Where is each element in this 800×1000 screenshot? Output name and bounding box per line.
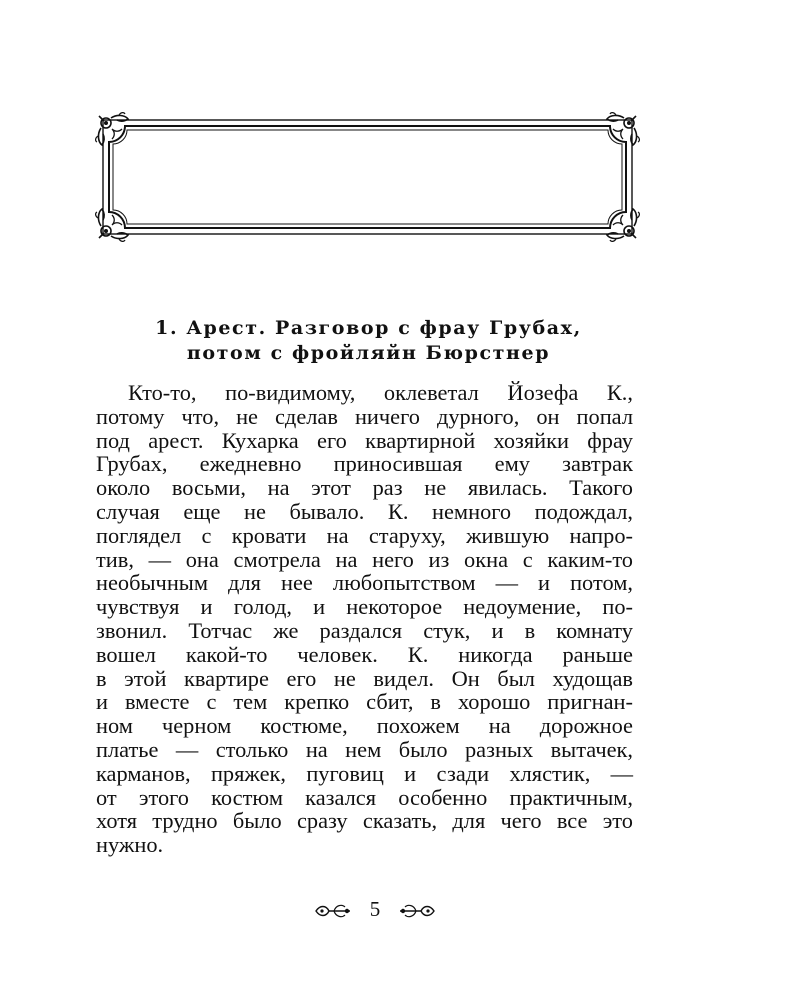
text-line: тив, — она смотрела на него из окна с каким-то — [96, 546, 633, 572]
page-number: 5 — [369, 897, 381, 921]
text-line: потому что, не сделав ничего дурного, он попал — [96, 403, 633, 429]
chapter-title — [96, 316, 641, 366]
text-line: нужно. — [96, 832, 164, 858]
text-line: Грубах, ежедневно приносившая ему завтрак — [96, 451, 633, 477]
text-line: звонил. Тотчас же раздался стук, и в комнату — [96, 617, 633, 643]
text-line: около восьми, на этот раз не явилась. Такого — [96, 475, 633, 501]
text-line: чувствуя и голод, и некоторое недоумение, по- — [96, 594, 633, 620]
body-paragraph — [96, 381, 633, 857]
text-line: в этой квартире его не видел. Он был худощав — [96, 665, 633, 691]
text-line: платье — столько на нем было разных вытачек, — [96, 736, 633, 762]
text-line: от этого костюм казался особенно практичным, — [96, 784, 633, 810]
text-line: карманов, пряжек, пуговиц и сзади хлястик, — — [96, 760, 633, 786]
text-line: вошел какой-то человек. К. никогда раньше — [96, 641, 633, 667]
decorative-header-frame — [95, 112, 640, 242]
chapter-title-line-1: 1. Арест. Разговор с фрау Грубах, — [155, 317, 582, 339]
text-line: случая еще не бывало. К. немного подождал, — [96, 498, 633, 524]
page-footer — [310, 896, 440, 926]
text-line: под арест. Кухарка его квартирной хозяйки фрау — [96, 427, 633, 453]
text-line: и вместе с тем крепко сбит, в хорошо пригнан- — [96, 689, 633, 715]
chapter-title-line-2: потом с фройляйн Бюрстнер — [186, 342, 551, 364]
text-line: Кто-то, по-видимому, оклеветал Йозефа К., — [128, 380, 633, 405]
ornamental-border — [95, 112, 640, 242]
text-line: хотя трудно было сразу сказать, для чего все это — [96, 808, 633, 834]
text-line: поглядел с кровати на старуху, жившую напро- — [96, 522, 633, 548]
flourish-right-icon — [398, 902, 436, 920]
text-line: ном черном костюме, похожем на дорожное — [96, 713, 633, 739]
text-line: необычным для нее любопытством — и потом, — [96, 570, 633, 596]
